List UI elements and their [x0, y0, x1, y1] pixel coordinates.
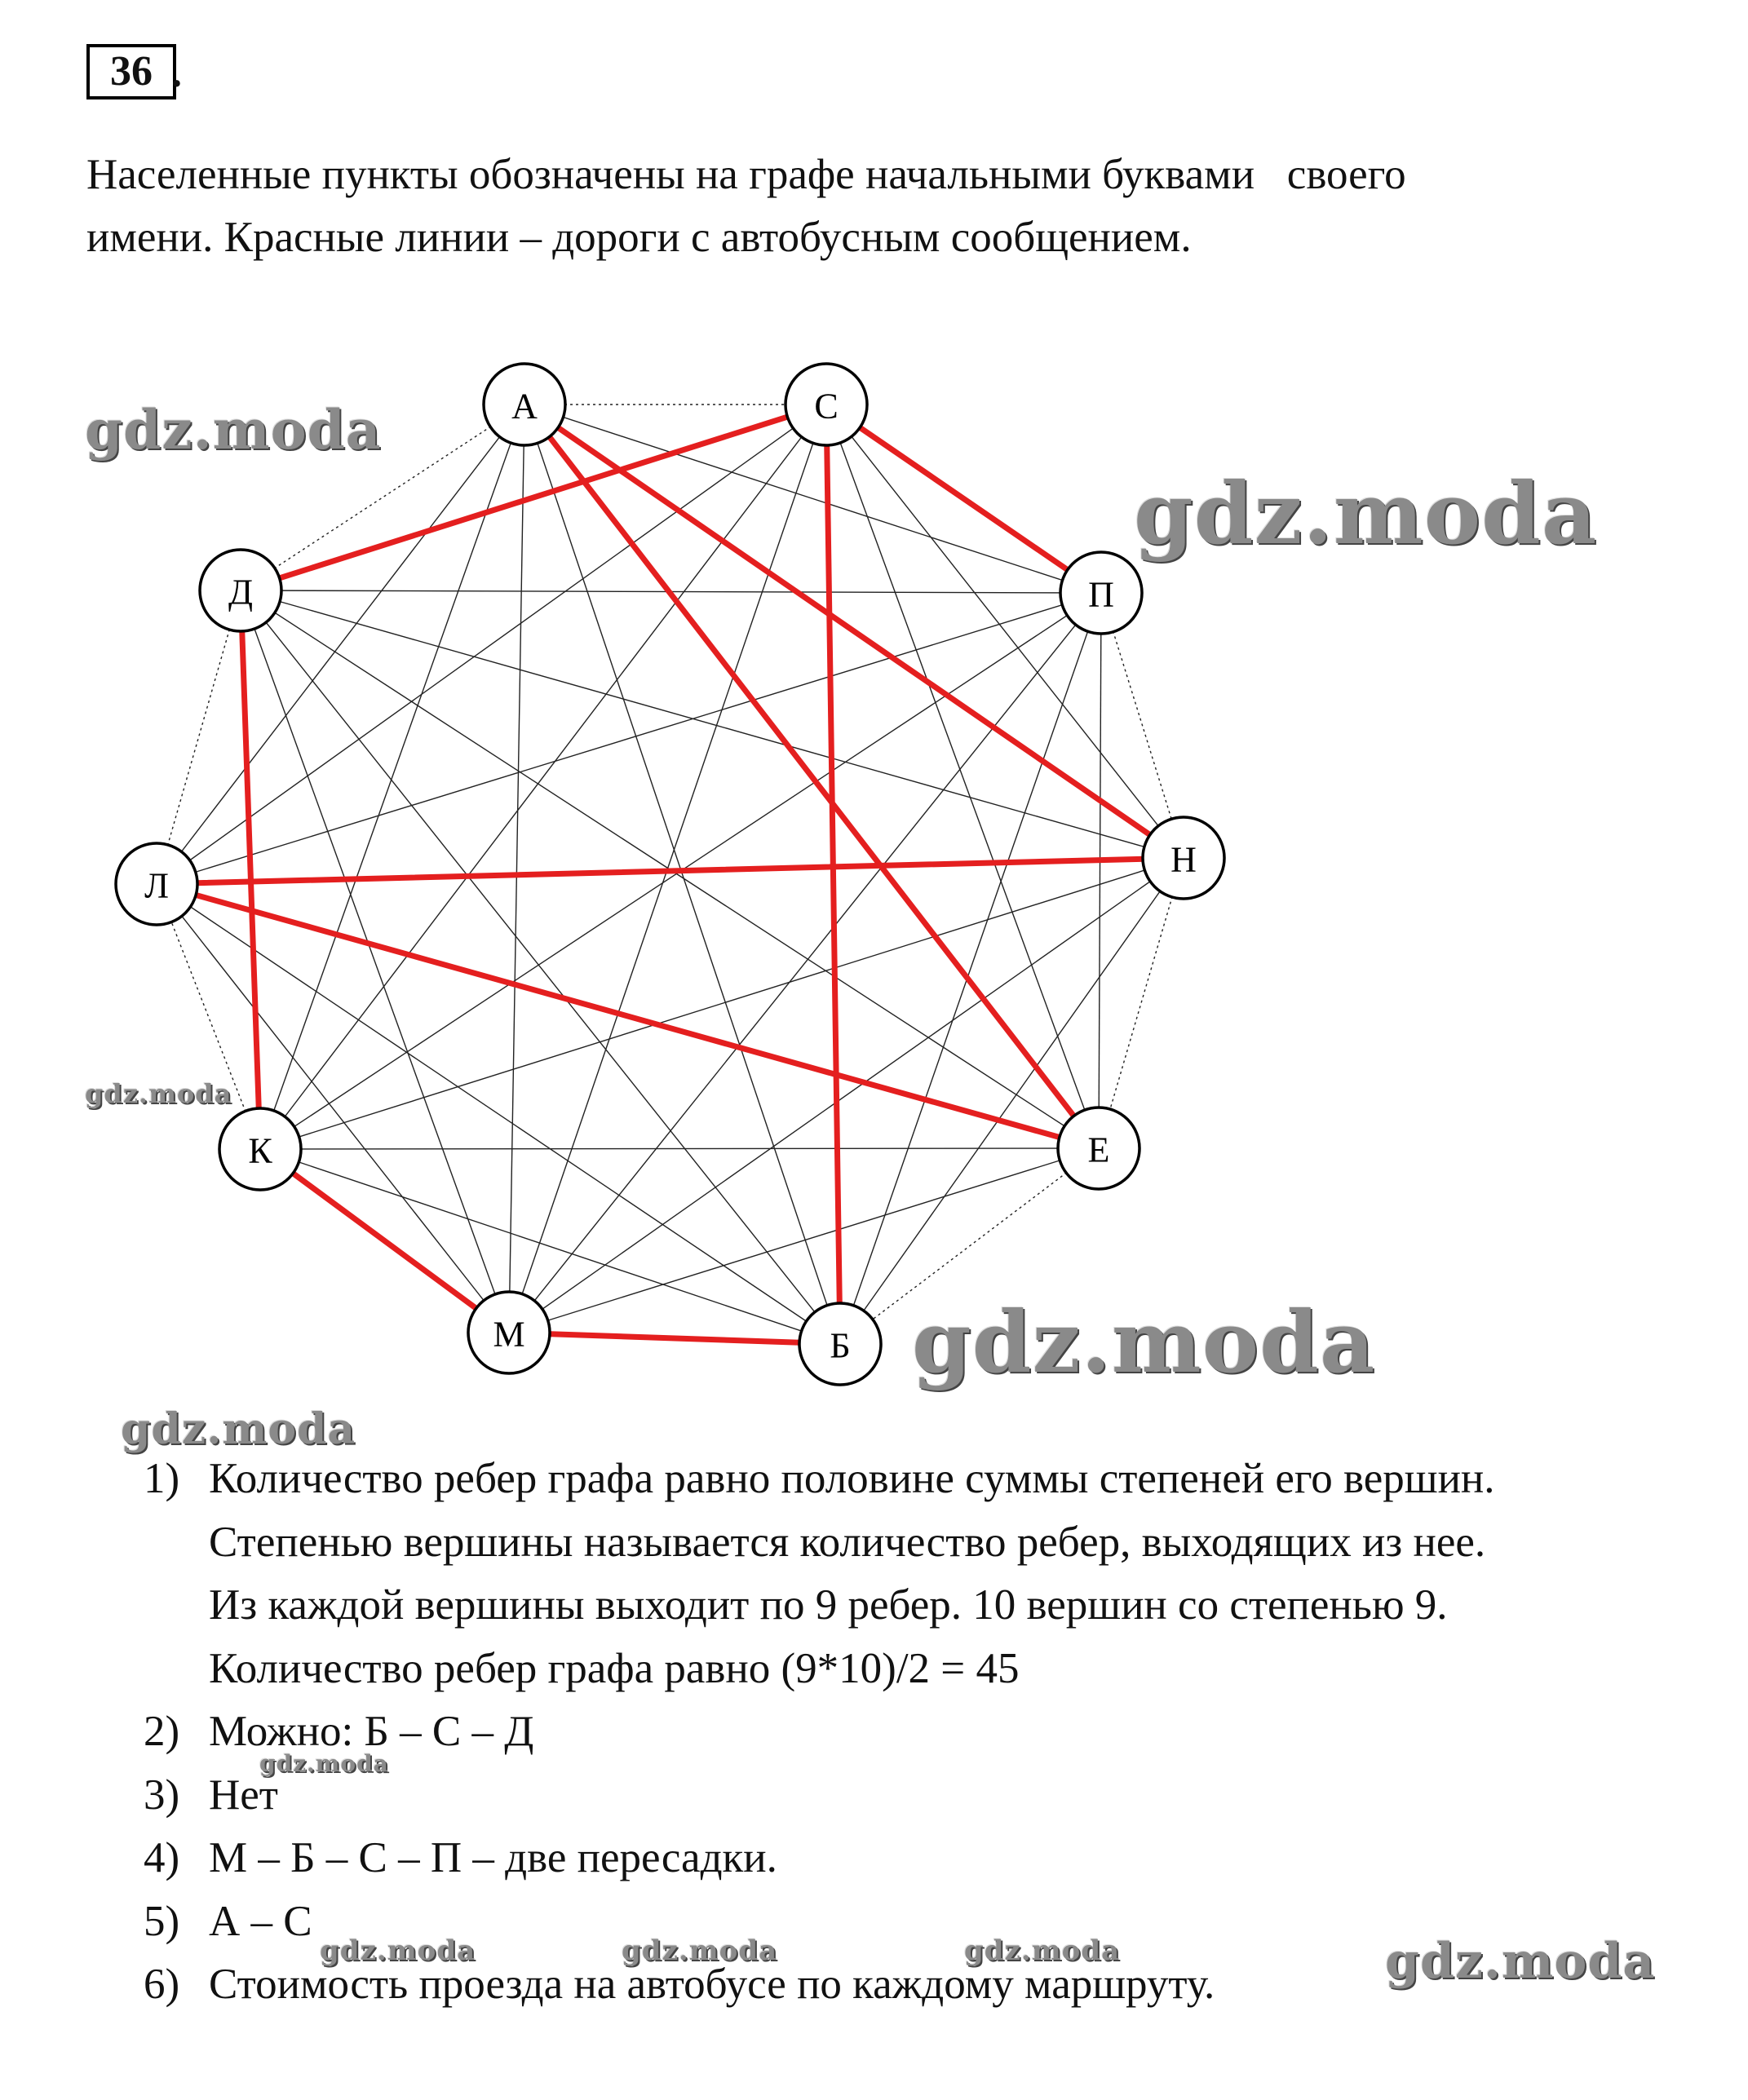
answer-5-number: 5)	[144, 1897, 180, 1945]
road-edge-S-K	[260, 405, 826, 1149]
graph-node-label: А	[511, 386, 538, 427]
answer-4-number: 4)	[144, 1834, 180, 1881]
answer-1-line-2: Степенью вершины называется количество ребер, выходящих из нее.	[209, 1518, 1486, 1566]
graph-node-D	[200, 550, 281, 631]
road-edge-B-K	[260, 1149, 840, 1344]
road-edge-N-D	[241, 590, 1184, 858]
bus-road-edge-S-B	[826, 405, 840, 1344]
answer-1-line-4: Количество ребер графа равно (9*10)/2 = 45	[209, 1644, 1020, 1692]
graph-node-B	[799, 1303, 881, 1385]
road-edge-A-M	[509, 405, 524, 1333]
watermark: gdz.moda	[912, 1292, 1376, 1392]
bus-road-edge-D-K	[241, 590, 260, 1149]
road-edge-N-K	[260, 858, 1184, 1149]
road-edge-E-K	[260, 1148, 1099, 1149]
road-edge-P-B	[840, 593, 1101, 1344]
answer-4-line-1: М – Б – С – П – две пересадки.	[209, 1834, 777, 1881]
graph-node-label: П	[1088, 574, 1114, 615]
graph-node-label: Л	[144, 865, 169, 906]
answer-4	[144, 1827, 1495, 1890]
graph-node-E	[1058, 1107, 1140, 1189]
graph-node-L	[116, 843, 197, 925]
answer-3-line-1: Нет	[209, 1771, 278, 1819]
graph-node-K	[219, 1108, 301, 1190]
road-edge-M-D	[241, 590, 509, 1333]
watermark: gdz.moda	[622, 1934, 778, 1967]
graph-node-label: М	[493, 1314, 525, 1355]
answer-1	[144, 1448, 1495, 1700]
graph-node-N	[1143, 817, 1224, 899]
road-edge-N-E	[1099, 858, 1184, 1148]
graph-node-label: Д	[228, 572, 254, 612]
answers-list	[144, 1448, 1495, 2017]
answer-6-line-1: Стоимость проезда на автобусе по каждому маршруту.	[209, 1961, 1215, 2008]
problem-statement-line-2: имени. Красные линии – дороги с автобусным сообщением.	[86, 214, 1192, 261]
road-edge-A-L	[157, 405, 524, 884]
graph-node-P	[1060, 552, 1142, 634]
answer-3-number: 3)	[144, 1771, 180, 1819]
answer-1-line-1: Количество ребер графа равно половине суммы степеней его вершин.	[209, 1455, 1495, 1502]
road-edge-P-E	[1099, 593, 1101, 1148]
watermark: gdz.moda	[320, 1934, 476, 1967]
answer-1-number: 1)	[144, 1455, 180, 1502]
road-edge-N-M	[509, 858, 1184, 1333]
watermark: gdz.moda	[964, 1934, 1121, 1967]
road-edge-K-L	[157, 884, 260, 1149]
answer-2-number: 2)	[144, 1708, 180, 1755]
bus-road-edge-L-E	[157, 884, 1099, 1148]
road-edge-A-K	[260, 405, 524, 1149]
problem-number: 36	[86, 44, 176, 99]
bus-road-edge-M-B	[509, 1333, 840, 1344]
road-edge-S-N	[826, 405, 1184, 858]
watermark: gdz.moda	[85, 1078, 232, 1109]
graph-node-label: Н	[1170, 839, 1197, 880]
answer-1-line-3: Из каждой вершины выходит по 9 ребер. 10 вершин со степенью 9.	[209, 1581, 1448, 1629]
graph-node-label: Е	[1087, 1130, 1110, 1170]
watermark: gdz.moda	[259, 1750, 389, 1777]
graph-node-S	[785, 364, 867, 445]
watermark: gdz.moda	[1134, 463, 1598, 564]
road-edge-L-D	[157, 590, 241, 884]
graph-node-label: С	[814, 386, 839, 427]
answer-2-line-1: Можно: Б – С – Д	[209, 1708, 534, 1755]
problem-number-dot: .	[171, 50, 182, 96]
watermark: gdz.moda	[1385, 1933, 1656, 1990]
graph-node-label: К	[248, 1130, 272, 1171]
graph-node-label: Б	[830, 1325, 851, 1366]
bus-road-edge-S-P	[826, 405, 1101, 593]
bus-road-edge-K-M	[260, 1149, 509, 1333]
answer-5-line-1: А – С	[209, 1897, 312, 1945]
watermark: gdz.moda	[121, 1404, 356, 1454]
bus-road-edges	[157, 405, 1184, 1344]
road-edge-N-B	[840, 858, 1184, 1344]
answer-6-number: 6)	[144, 1961, 180, 2008]
graph-node-M	[468, 1292, 550, 1373]
road-edge-P-M	[509, 593, 1101, 1333]
problem-statement-line-1: Населенные пункты обозначены на графе начальными буквами своего	[86, 151, 1406, 198]
road-edge-S-L	[157, 405, 826, 884]
road-edge-B-D	[241, 590, 840, 1344]
road-edge-P-L	[157, 593, 1101, 884]
watermark: gdz.moda	[85, 398, 382, 462]
graph-node-A	[484, 364, 565, 445]
